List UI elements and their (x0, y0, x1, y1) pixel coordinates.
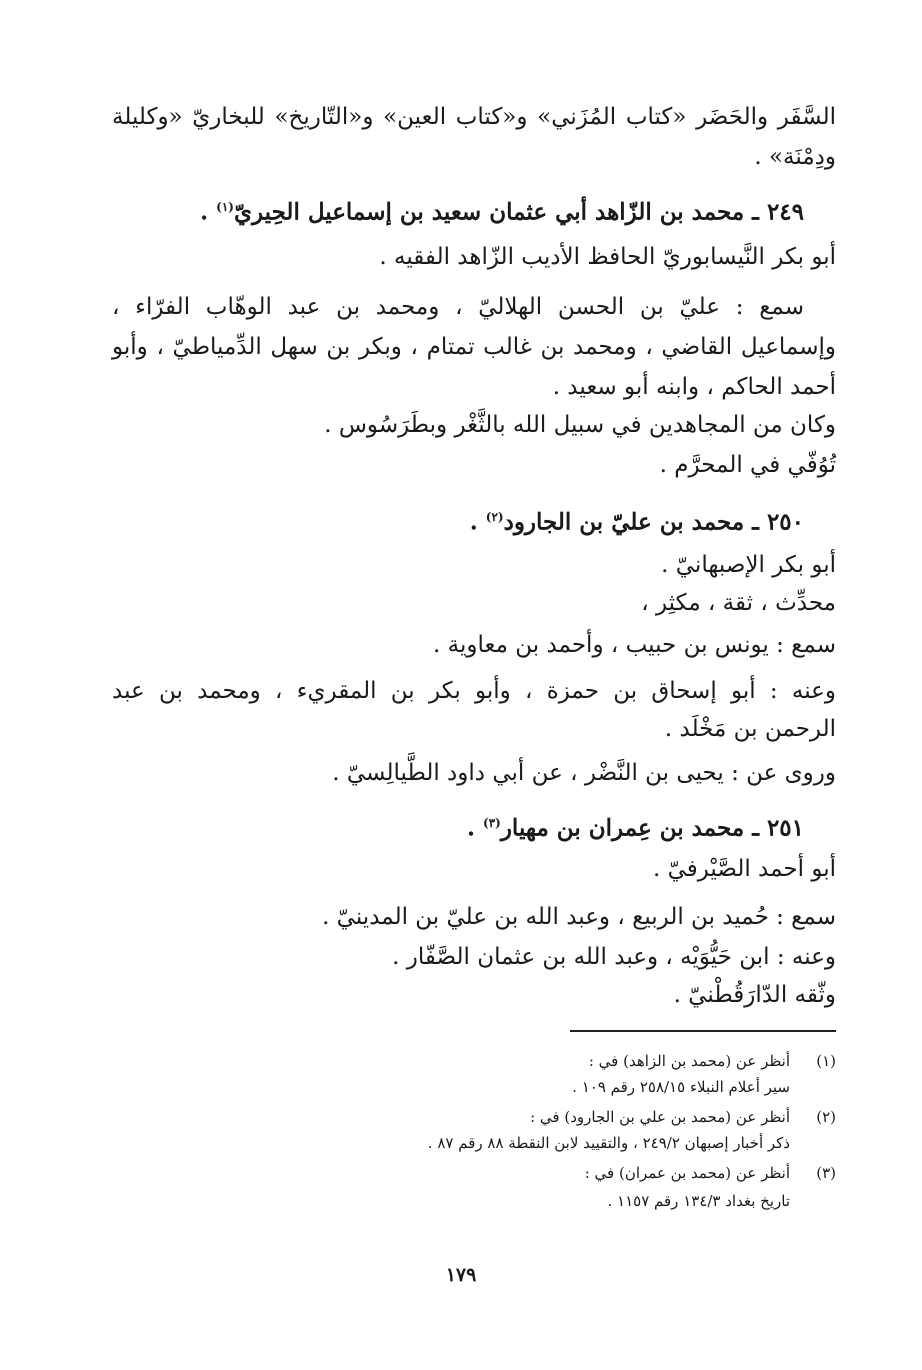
footnote-line: ذكر أخبار إصبهان ٢٤٩/٢ ، والتقييد لابن النقطة ٨٨ رقم ٨٧ . (427, 1134, 790, 1152)
page-number: ١٧٩ (445, 1264, 477, 1286)
footnote-ref: (٣) (483, 816, 501, 830)
body-line: أبو أحمد الصَّيْرفيّ . (652, 856, 836, 882)
body-line: أبو بكر الإصبهانيّ . (661, 552, 836, 578)
body-line: محدِّث ، ثقة ، مكثِر ، (641, 590, 836, 616)
body-line: ودِمْنَة» . (754, 144, 836, 170)
entry-heading-250 (470, 500, 804, 540)
body-line: سمع : حُميد بن الربيع ، وعبد الله بن عليّ بن المدينيّ . (322, 904, 836, 930)
footnote-separator (570, 1030, 836, 1032)
body-line: أبو بكر النَّيسابوريّ الحافظ الأديب الزّاهد الفقيه . (379, 244, 836, 270)
footnote-line: تاريخ بغداد ١٣٤/٣ رقم ١١٥٧ . (607, 1192, 790, 1210)
footnote-line: أنظر عن (محمد بن عمران) في : (584, 1164, 790, 1182)
heading-period: . (469, 508, 486, 536)
body-line: وثّقه الدّارَقُطْنيّ . (673, 982, 836, 1008)
body-line: وكان من المجاهدين في سبيل الله بالثَّغْر وبطَرَسُوس . (324, 412, 836, 438)
footnote-line: أنظر عن (محمد بن علي بن الجارود) في : (530, 1108, 790, 1126)
body-line: سمع : يونس بن حبيب ، وأحمد بن معاوية . (433, 632, 836, 658)
body-line: الرحمن بن مَخْلَد . (664, 716, 836, 742)
entry-heading-text: ٢٥١ ـ محمد بن عِمران بن مهيار (500, 814, 804, 842)
body-line: وإسماعيل القاضي ، ومحمد بن غالب تمتام ، وبكر بن سهل الدِّمياطيّ ، وأبو (112, 334, 836, 360)
body-line: وروى عن : يحيى بن النَّضْر ، عن أبي داود الطَّيالِسيّ . (332, 760, 836, 786)
footnote-line: سير أعلام النبلاء ٢٥٨/١٥ رقم ١٠٩ . (572, 1078, 790, 1096)
entry-heading-249 (200, 190, 804, 230)
footnote-number: (١) (816, 1052, 836, 1070)
footnote-line: أنظر عن (محمد بن الزاهد) في : (588, 1052, 790, 1070)
body-line: تُوُفّي في المحرَّم . (659, 452, 836, 478)
body-line: السَّفَر والحَضَر «كتاب المُزَني» و«كتاب العين» و«التّاريخ» للبخاريّ «وكليلة (112, 104, 836, 130)
heading-period: . (466, 814, 483, 842)
heading-period: . (200, 198, 217, 226)
footnote-number: (٢) (816, 1108, 836, 1126)
entry-heading-text: ٢٥٠ ـ محمد بن عليّ بن الجارود (503, 508, 804, 536)
body-line: سمع : عليّ بن الحسن الهلاليّ ، ومحمد بن عبد الوهّاب الفرّاء ، (112, 294, 804, 320)
footnote-number: (٣) (816, 1164, 836, 1182)
entry-heading-text: ٢٤٩ ـ محمد بن الزّاهد أبي عثمان سعيد بن إسماعيل الحِيريّ (233, 198, 804, 226)
footnote-ref: (١) (216, 200, 234, 214)
body-line: وعنه : ابن حَيُّوَيْه ، وعبد الله بن عثمان الصَّفّار . (392, 944, 836, 970)
footnote-ref: (٢) (485, 510, 504, 524)
body-line: وعنه : أبو إسحاق بن حمزة ، وأبو بكر بن المقريء ، ومحمد بن عبد (112, 678, 836, 704)
entry-heading-251 (467, 806, 804, 846)
body-line: أحمد الحاكم ، وابنه أبو سعيد . (552, 374, 836, 400)
